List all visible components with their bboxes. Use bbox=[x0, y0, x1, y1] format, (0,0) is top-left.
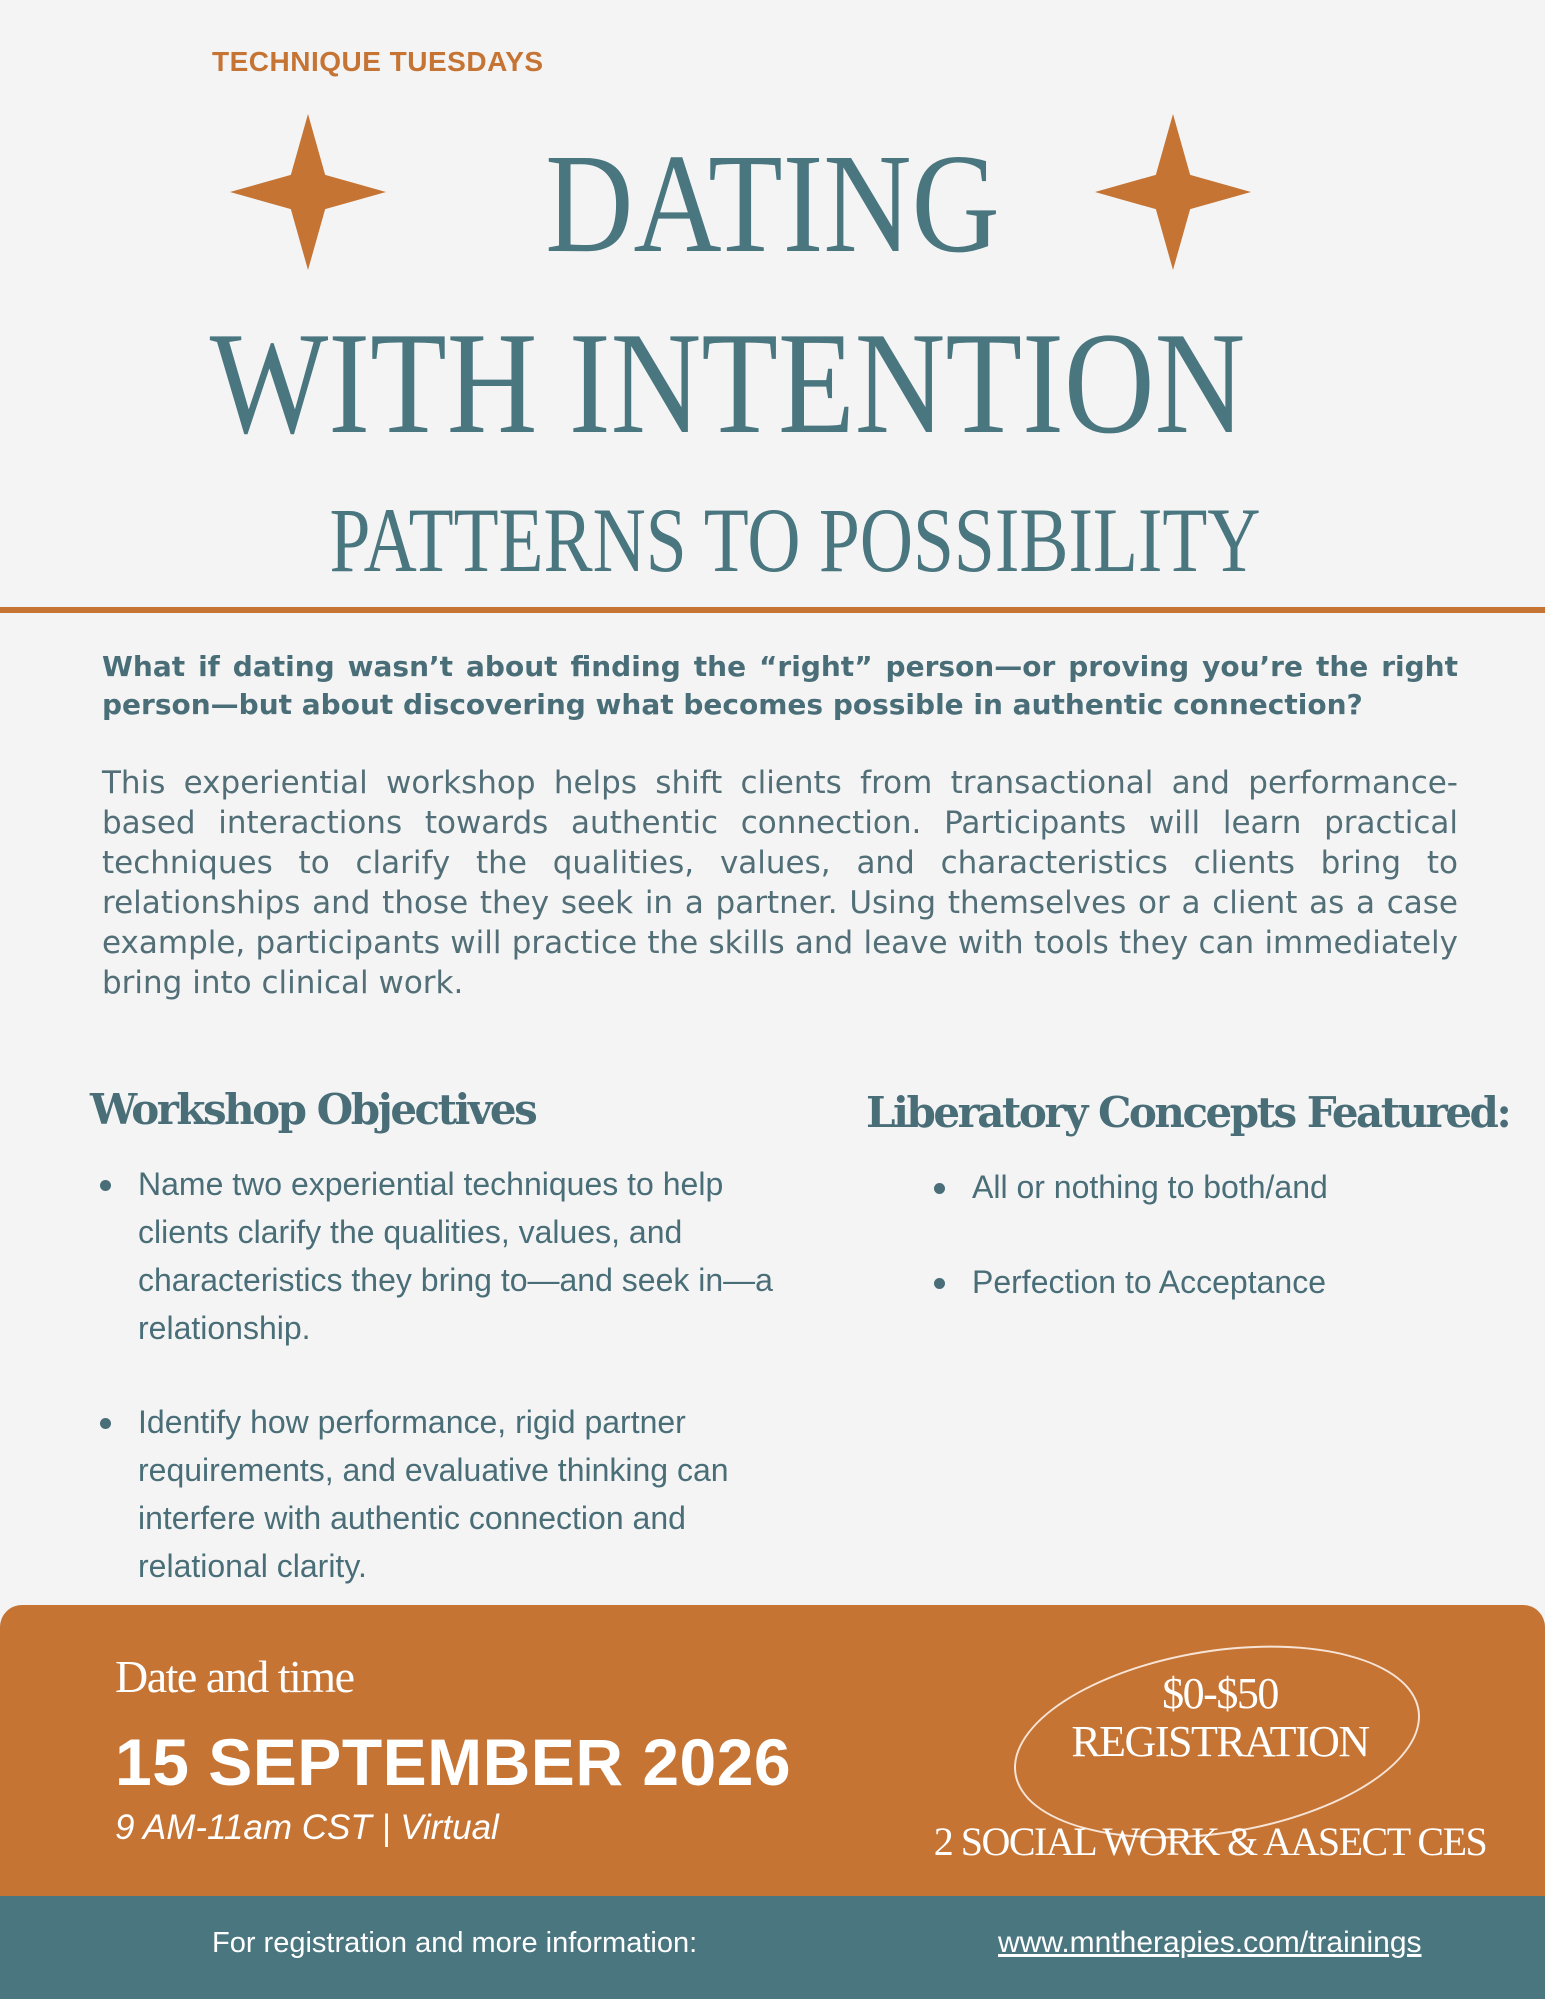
concepts-heading: Liberatory Concepts Featured: bbox=[866, 1088, 1510, 1137]
list-item: Identify how performance, rigid partner requirements, and evaluative thinking can interfere with authentic connection and relational clarity. bbox=[100, 1398, 780, 1590]
workshop-description: This experiential workshop helps shift clients from transactional and performance-based interactions towards authentic connection. Participants will learn practical techniques to clarify the qualities, values, and characteristics clients bring to relationships and those they seek in a partner. Using themselves or a client as a case example, participants will practice the skills and leave with tools they can immediately bring into clinical work. bbox=[102, 765, 1458, 1001]
price-badge bbox=[1060, 1670, 1380, 1766]
list-item: All or nothing to both/and bbox=[934, 1163, 1494, 1211]
title-line-1: DATING bbox=[545, 124, 1000, 282]
date-time-label: Date and time bbox=[115, 1651, 354, 1702]
ce-credits: 2 SOCIAL WORK & AASECT CES bbox=[933, 1819, 1487, 1864]
list-item: Perfection to Acceptance bbox=[934, 1258, 1494, 1306]
eyebrow-label: TECHNIQUE TUESDAYS bbox=[212, 46, 544, 77]
concepts-list bbox=[934, 1163, 1494, 1353]
objectives-heading: Workshop Objectives bbox=[90, 1085, 536, 1134]
list-item: Name two experiential techniques to help clients clarify the qualities, values, and characteristics they bring to—and seek in—a relationship. bbox=[100, 1160, 780, 1352]
price-label: REGISTRATION bbox=[1071, 1717, 1369, 1766]
lead-question: What if dating wasn’t about finding the “right” person—or proving you’re the right person—but about discovering what becomes possible in authentic connection? bbox=[102, 650, 1458, 721]
event-time: 9 AM-11am CST | Virtual bbox=[115, 1808, 499, 1847]
objectives-list bbox=[100, 1160, 780, 1636]
title-line-2: WITH INTENTION bbox=[209, 302, 1246, 464]
price-value: $0-$50 bbox=[1162, 1669, 1278, 1718]
footer-label: For registration and more information: bbox=[212, 1927, 698, 1959]
subtitle: PATTERNS TO POSSIBILITY bbox=[329, 489, 1261, 591]
registration-link[interactable]: www.mntherapies.com/trainings bbox=[998, 1926, 1422, 1959]
divider bbox=[0, 607, 1545, 613]
event-date: 15 SEPTEMBER 2026 bbox=[115, 1725, 792, 1799]
